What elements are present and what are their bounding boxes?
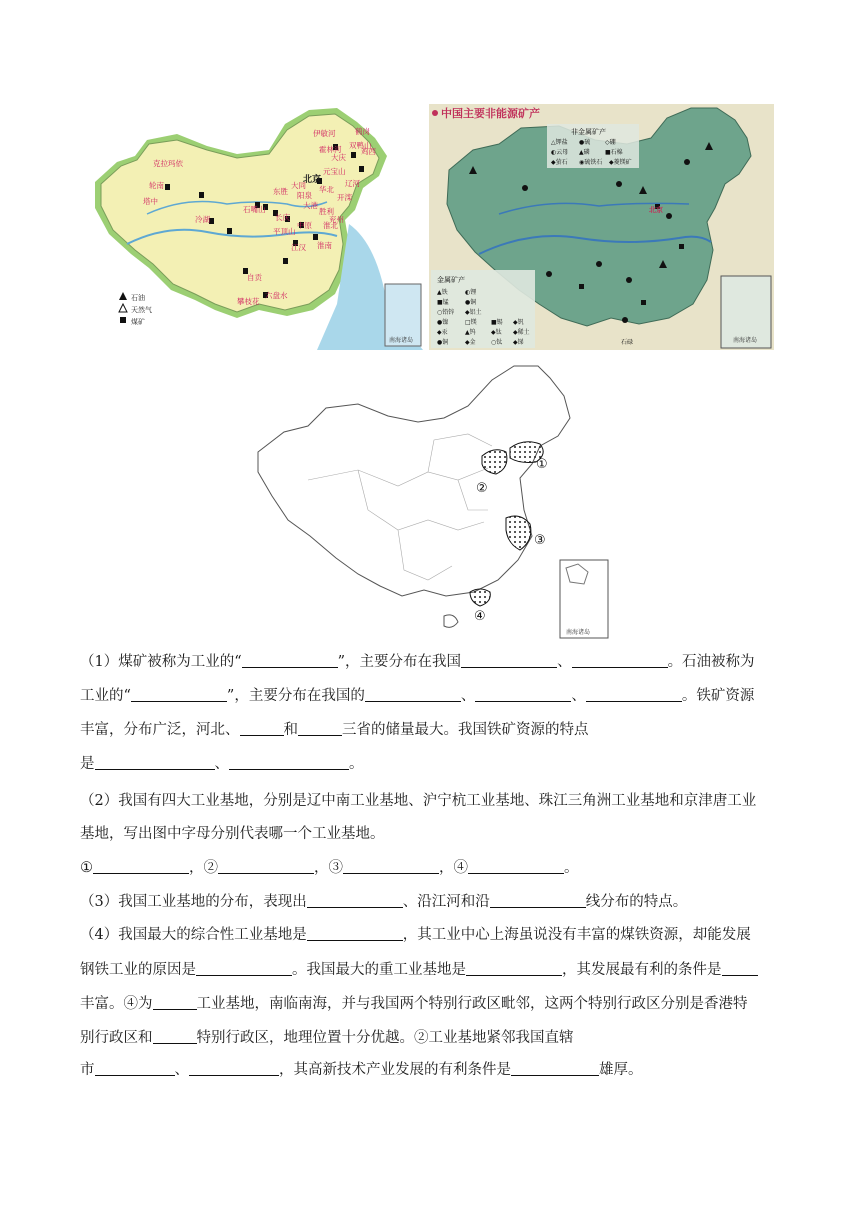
marker-1: ①: [536, 457, 548, 472]
svg-text:辽河: 辽河: [345, 179, 360, 188]
svg-text:◆金: ◆金: [465, 339, 476, 346]
svg-text:华北: 华北: [319, 185, 334, 194]
coal-icon: [120, 317, 126, 323]
answer-blank[interactable]: [572, 651, 668, 668]
q1-line3: 丰富，分布广泛，河北、 和 三省的储量最大。我国铁矿资源的特点: [80, 715, 785, 746]
svg-text:淮南: 淮南: [317, 241, 332, 250]
answer-blank[interactable]: [307, 891, 403, 908]
marker-2: ②: [476, 481, 488, 496]
q4-line2: 钢铁工业的原因是 。我国最大的重工业基地是 ，其发展最有利的条件是: [80, 955, 785, 986]
answer-blank[interactable]: [343, 857, 439, 874]
svg-text:平顶山: 平顶山: [273, 227, 296, 236]
svg-text:淮北: 淮北: [323, 221, 338, 230]
svg-text:东胜: 东胜: [273, 187, 288, 196]
q4-line3: 丰富。④为 工业基地，南临南海，并与我国两个特别行政区毗邻，这两个特别行政区分别是香港特: [80, 989, 785, 1020]
svg-text:江汉: 江汉: [291, 243, 306, 252]
svg-text:▲钨: ▲钨: [465, 329, 476, 336]
svg-text:▲铁: ▲铁: [437, 289, 448, 296]
svg-text:◆钒: ◆钒: [513, 319, 524, 326]
svg-text:中原: 中原: [297, 221, 312, 230]
answer-blank[interactable]: [93, 857, 189, 874]
svg-text:元宝山: 元宝山: [323, 167, 346, 176]
svg-text:攀枝花: 攀枝花: [237, 297, 260, 306]
svg-text:◉硫铁石: ◉硫铁石: [579, 159, 603, 166]
q4-line1: （4）我国最大的综合性工业基地是 ，其工业中心上海虽说没有丰富的煤铁资源，却能发展: [80, 920, 785, 951]
svg-text:胜利: 胜利: [319, 207, 334, 216]
industrial-base-4: [470, 589, 490, 606]
q1-line2: 工业的“ ”，主要分布在我国的 、 、 。铁矿资源: [80, 681, 785, 712]
answer-blank[interactable]: [466, 959, 562, 976]
svg-text:◆锑: ◆锑: [513, 339, 524, 346]
svg-text:◐锂: ◐锂: [465, 289, 477, 296]
q4-line5: 市 、 ，其高新技术产业发展的有利条件是 雄厚。: [80, 1055, 785, 1086]
svg-text:△钾盐: △钾盐: [551, 139, 568, 146]
q2-line2: 基地，写出图中字母分别代表哪一个工业基地。: [80, 826, 385, 842]
svg-text:◆菱镁矿: ◆菱镁矿: [609, 159, 632, 166]
svg-text:煤矿: 煤矿: [131, 318, 145, 326]
answer-blank[interactable]: [468, 857, 564, 874]
answer-blank[interactable]: [240, 719, 284, 736]
svg-text:◆汞: ◆汞: [437, 329, 448, 336]
svg-text:◆萤石: ◆萤石: [551, 159, 568, 166]
non-energy-mineral-map: [429, 104, 774, 350]
answer-blank[interactable]: [153, 1027, 197, 1044]
svg-text:开滦: 开滦: [337, 193, 352, 202]
svg-text:北京: 北京: [649, 206, 663, 214]
svg-text:伊敏河: 伊敏河: [313, 129, 336, 138]
svg-text:○钛: ○钛: [491, 339, 503, 346]
svg-text:大港: 大港: [303, 201, 318, 210]
svg-text:石油: 石油: [131, 294, 145, 302]
svg-text:大庆: 大庆: [331, 153, 346, 162]
q2-line3: ① ，② ，③ ，④ 。: [80, 853, 785, 884]
svg-text:●镍: ●镍: [437, 319, 449, 326]
q1-line1: （1）煤矿被称为工业的“ ”，主要分布在我国 、 。石油被称为: [80, 647, 785, 678]
svg-text:长庆: 长庆: [275, 213, 290, 222]
svg-text:自贡: 自贡: [247, 273, 262, 282]
q2-line1: （2）我国有四大工业基地，分别是辽中南工业基地、沪宁杭工业基地、珠江三角洲工业基地和京津唐工业: [80, 793, 757, 809]
svg-text:非金属矿产: 非金属矿产: [571, 128, 606, 136]
svg-text:▲磷: ▲磷: [579, 149, 590, 156]
svg-text:大同: 大同: [291, 181, 306, 190]
svg-text:石碌: 石碌: [621, 339, 634, 346]
svg-text:克拉玛依: 克拉玛依: [153, 159, 183, 168]
answer-blank[interactable]: [131, 685, 227, 702]
svg-text:霍林河: 霍林河: [319, 145, 342, 154]
q4-line4: 别行政区和 特别行政区，地理位置十分优越。②工业基地紧邻我国直辖: [80, 1023, 785, 1054]
answer-blank[interactable]: [95, 1059, 175, 1076]
svg-text:●硫: ●硫: [579, 139, 591, 146]
inset-label: 南海诸岛: [389, 337, 414, 344]
answer-blank[interactable]: [365, 685, 461, 702]
inset-label: 南海诸岛: [566, 629, 591, 636]
answer-blank[interactable]: [490, 891, 586, 908]
svg-text:◆稀土: ◆稀土: [513, 329, 530, 336]
answer-blank[interactable]: [298, 719, 342, 736]
china-outline: [258, 366, 570, 596]
answer-blank[interactable]: [229, 753, 349, 770]
svg-text:金属矿产: 金属矿产: [437, 276, 465, 284]
answer-blank[interactable]: [307, 924, 403, 941]
answer-blank[interactable]: [722, 959, 758, 976]
map-title: 中国主要非能源矿产: [441, 107, 540, 120]
svg-text:天然气: 天然气: [131, 306, 152, 314]
answer-blank[interactable]: [189, 1059, 279, 1076]
answer-blank[interactable]: [586, 685, 682, 702]
answer-blank[interactable]: [218, 857, 314, 874]
answer-blank[interactable]: [475, 685, 571, 702]
svg-text:北京: 北京: [303, 175, 322, 185]
inset-label: 南海诸岛: [733, 337, 758, 344]
answer-blank[interactable]: [461, 651, 557, 668]
svg-text:■石棉: ■石棉: [605, 149, 623, 156]
svg-text:◇硼: ◇硼: [605, 139, 616, 146]
svg-text:冷湖: 冷湖: [195, 215, 210, 224]
svg-text:■锰: ■锰: [437, 299, 449, 306]
answer-blank[interactable]: [511, 1059, 599, 1076]
svg-text:轮南: 轮南: [149, 181, 164, 190]
answer-blank[interactable]: [242, 651, 338, 668]
answer-blank[interactable]: [196, 959, 292, 976]
q3-line1: （3）我国工业基地的分布，表现出 、沿江河和沿 线分布的特点。: [80, 887, 785, 918]
svg-text:□镁: □镁: [465, 319, 477, 326]
marker-3: ③: [534, 533, 546, 548]
answer-blank[interactable]: [95, 753, 215, 770]
svg-text:○铅锌: ○铅锌: [437, 309, 455, 316]
svg-text:鹤岗: 鹤岗: [355, 127, 370, 136]
svg-text:双鸭山: 双鸭山: [349, 141, 372, 150]
svg-text:阳泉: 阳泉: [297, 191, 312, 200]
svg-text:◆钛: ◆钛: [491, 329, 502, 336]
industrial-base-map: [248, 360, 612, 640]
svg-text:兖州: 兖州: [329, 215, 344, 224]
energy-resource-map: [87, 104, 423, 350]
marker-4: ④: [474, 609, 486, 624]
svg-text:●铜: ●铜: [465, 299, 477, 306]
q1-line4: 是 、 。: [80, 749, 785, 780]
svg-text:◆铝土: ◆铝土: [465, 309, 482, 316]
svg-text:鸡西: 鸡西: [361, 147, 376, 156]
svg-text:◐云母: ◐云母: [551, 149, 569, 156]
svg-text:石嘴山: 石嘴山: [243, 205, 266, 214]
answer-blank[interactable]: [153, 993, 197, 1010]
svg-text:塔中: 塔中: [143, 197, 158, 206]
svg-text:●铜: ●铜: [437, 339, 449, 346]
svg-text:六盘水: 六盘水: [265, 291, 288, 300]
svg-text:■锡: ■锡: [491, 319, 503, 326]
